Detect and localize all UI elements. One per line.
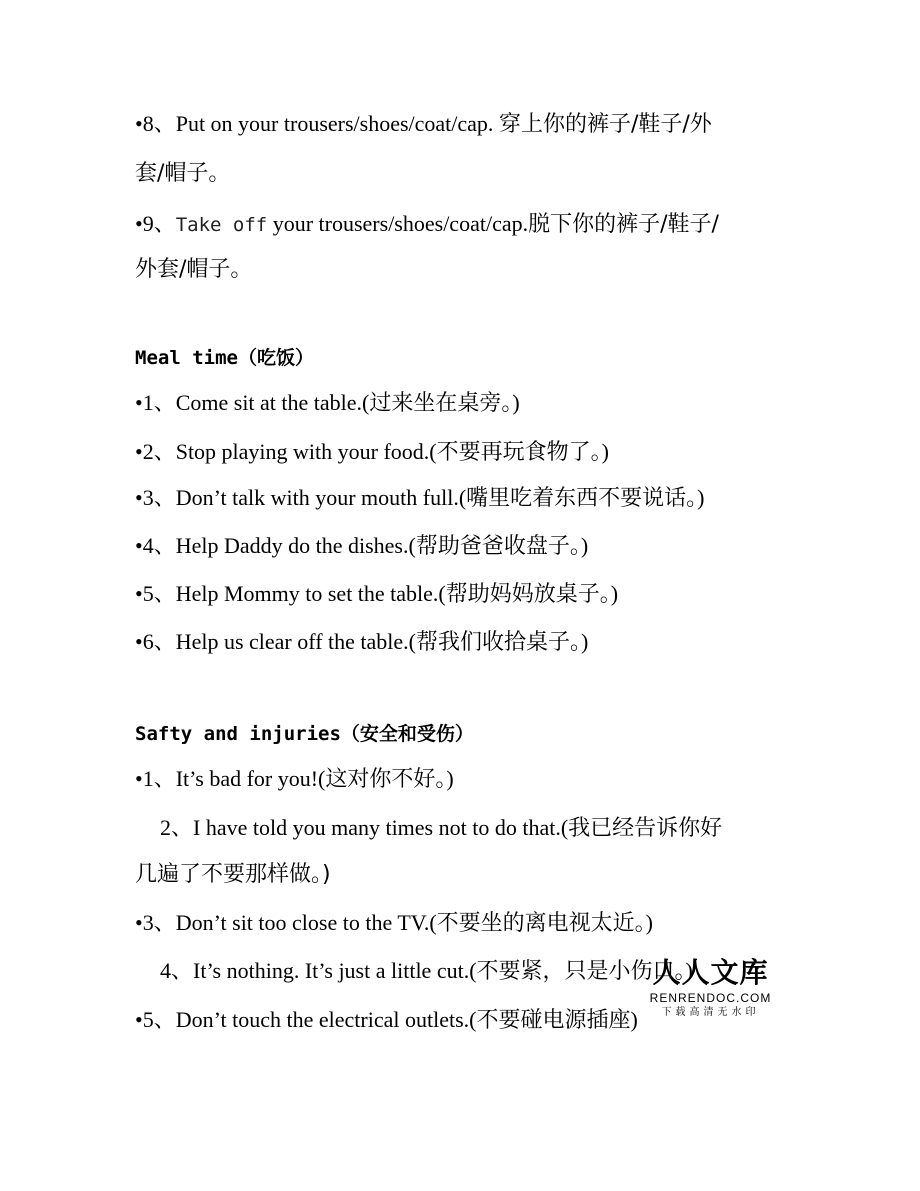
item-9-bullet: •9、 <box>135 211 176 236</box>
meal-item-2: •2、Stop playing with your food.(不要再玩食物了。) <box>135 439 609 464</box>
watermark-logo-text: 人人文库 <box>652 956 769 989</box>
safety-item-3: •3、Don’t sit too close to the TV.(不要坐的离电视太近。) <box>135 910 653 935</box>
meal-item-5: •5、Help Mommy to set the table.(帮助妈妈放桌子。) <box>135 581 619 606</box>
safety-item-1: •1、It’s bad for you!(这对你不好。) <box>135 766 454 791</box>
item-8-chinese: 穿上你的裤子/鞋子/外 <box>498 112 712 137</box>
safety-item-2-line-1: 2、I have told you many times not to do that.(我已经告诉你好 <box>160 815 723 840</box>
item-9-line-2: 外套/帽子。 <box>135 257 253 282</box>
meal-item-4: •4、Help Daddy do the dishes.(帮助爸爸收盘子。) <box>135 533 589 558</box>
watermark-tagline: 下载高清无水印 <box>661 1007 760 1018</box>
meal-item-1: •1、Come sit at the table.(过来坐在桌旁。) <box>135 390 520 415</box>
meal-item-6: •6、Help us clear off the table.(帮我们收拾桌子。) <box>135 629 589 654</box>
item-9-chinese: 脱下你的裤子/鞋子/ <box>528 212 719 237</box>
item-8-english: •8、Put on your trousers/shoes/coat/cap. <box>135 111 499 136</box>
item-9-line-1 <box>135 210 719 239</box>
item-8-line-1 <box>135 110 712 139</box>
meal-item-3: •3、Don’t talk with your mouth full.(嘴里吃着东西不要说话。) <box>135 485 705 510</box>
safety-item-2-line-2: 几遍了不要那样做。) <box>135 862 331 887</box>
safety-item-4: 4、It’s nothing. It’s just a little cut.(不要紧，只是小伤口。) <box>160 958 693 983</box>
section-heading-meal: Meal time（吃饭） <box>135 347 314 369</box>
item-9-take-off: Take off <box>175 214 268 236</box>
watermark-logo <box>648 956 773 1020</box>
item-8-line-2: 套/帽子。 <box>135 161 231 186</box>
watermark-domain: RENRENDOC.COM <box>649 991 772 1005</box>
section-heading-safety: Safty and injuries（安全和受伤） <box>135 723 474 745</box>
item-9-english: your trousers/shoes/coat/cap. <box>267 211 529 236</box>
safety-item-5: •5、Don’t touch the electrical outlets.(不要碰电源插座) <box>135 1007 638 1032</box>
